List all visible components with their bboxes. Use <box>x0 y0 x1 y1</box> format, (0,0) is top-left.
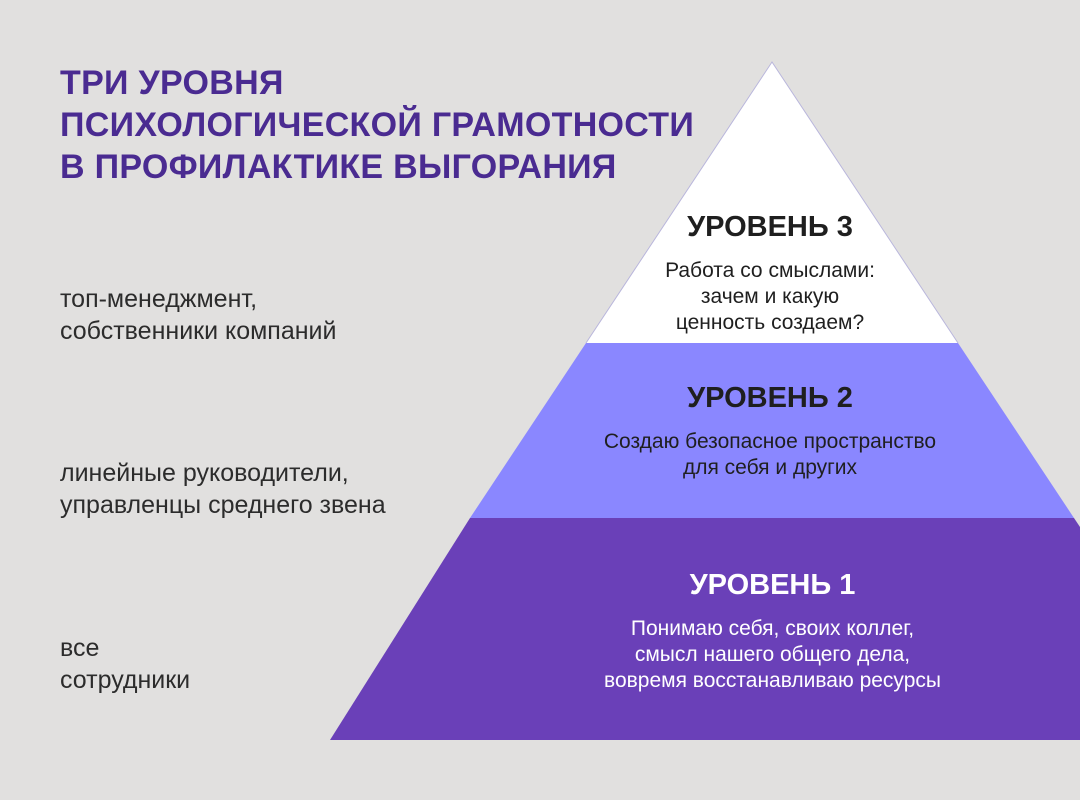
audience-line: сотрудники <box>60 666 191 694</box>
level-description-line: зачем и какую <box>700 285 840 308</box>
level-3-description <box>580 258 960 336</box>
title-line: В ПРОФИЛАКТИКЕ ВЫГОРАНИЯ <box>60 148 617 186</box>
audience-line: все <box>60 634 100 662</box>
level-1-heading: УРОВЕНЬ 1 <box>689 569 856 601</box>
audience-line: линейные руководители, <box>60 459 349 487</box>
level-description-line: Работа со смыслами: <box>665 259 875 282</box>
title-line: ТРИ УРОВНЯ <box>60 64 284 102</box>
level-description-line: Понимаю себя, своих коллег, <box>630 617 915 640</box>
level-2-description <box>560 429 980 481</box>
level-2-heading: УРОВЕНЬ 2 <box>687 382 853 414</box>
level-description-line: смысл нашего общего дела, <box>634 643 911 666</box>
audience-line: управленцы среднего звена <box>60 491 386 519</box>
audience-line: собственники компаний <box>60 317 337 345</box>
audience-line: топ-менеджмент, <box>60 285 258 313</box>
level-description-line: вовремя восстанавливаю ресурсы <box>604 669 941 692</box>
level-description-line: ценность создаем? <box>675 311 865 334</box>
level-3-heading: УРОВЕНЬ 3 <box>687 211 853 243</box>
level-3-block <box>580 210 960 336</box>
level-description-line: Создаю безопасное пространство <box>603 430 937 453</box>
title-line: ПСИХОЛОГИЧЕСКОЙ ГРАМОТНОСТИ <box>60 106 695 144</box>
level-description-line: для себя и других <box>682 456 858 479</box>
level-1-description <box>560 616 985 694</box>
level-2-block <box>560 381 980 481</box>
level-1-block <box>560 568 985 694</box>
